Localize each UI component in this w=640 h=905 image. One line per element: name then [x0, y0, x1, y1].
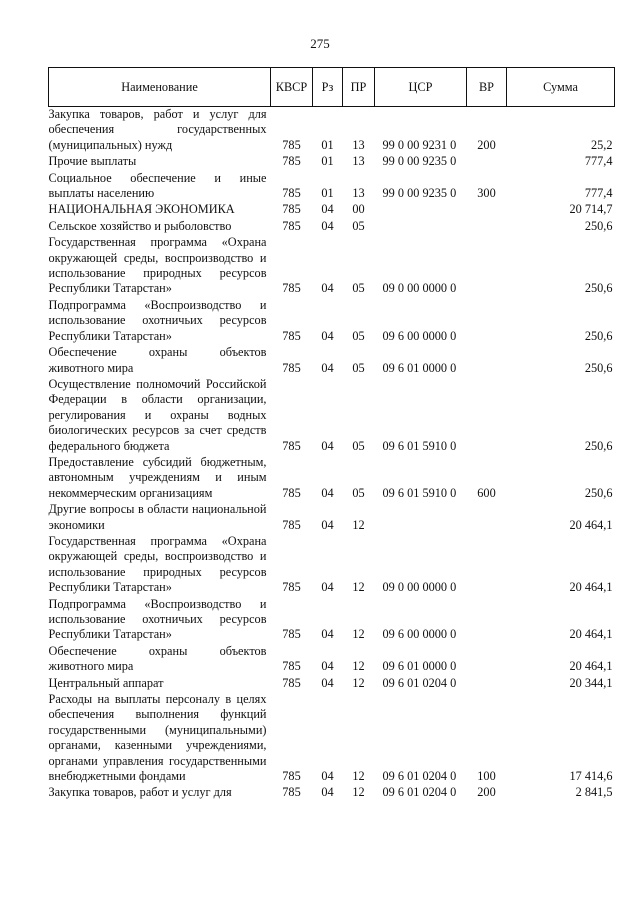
cell-sum: 250,6 — [584, 328, 613, 343]
cell-name: Другие вопросы в области национальной экономики — [48, 502, 267, 532]
cell-name: НАЦИОНАЛЬНАЯ ЭКОНОМИКА — [48, 202, 235, 217]
header-csr: ЦСР — [375, 68, 467, 107]
table-row — [49, 298, 615, 345]
cell-sum: 20 714,7 — [569, 202, 613, 217]
cell-csr — [375, 219, 467, 235]
cell-name: Предоставление субсидий бюджетным, автономным учреждениям и иным некоммерческим организациям — [48, 454, 267, 500]
cell-vr — [467, 502, 507, 534]
cell-rz: 04 — [321, 485, 334, 500]
cell-pr: 05 — [352, 328, 365, 343]
header-kvsr: КВСР — [271, 68, 313, 107]
cell-sum: 20 464,1 — [569, 517, 613, 532]
cell-rz: 04 — [321, 438, 334, 453]
cell-csr: 09 6 01 5910 0 — [382, 485, 457, 500]
cell-kvsr: 785 — [282, 360, 301, 375]
cell-sum: 20 344,1 — [569, 675, 613, 690]
cell-sum: 20 464,1 — [569, 580, 613, 595]
cell-sum: 250,6 — [584, 281, 613, 296]
cell-vr — [467, 644, 507, 676]
cell-kvsr: 785 — [282, 202, 301, 217]
cell-vr — [467, 534, 507, 597]
cell-sum: 250,6 — [584, 360, 613, 375]
cell-vr — [467, 597, 507, 644]
cell-pr: 12 — [352, 785, 365, 800]
cell-csr: 99 0 00 9235 0 — [382, 154, 457, 169]
cell-kvsr: 785 — [282, 485, 301, 500]
cell-rz: 01 — [321, 186, 334, 201]
cell-vr: 100 — [477, 769, 496, 784]
cell-vr — [467, 345, 507, 377]
cell-vr — [467, 219, 507, 235]
cell-name: Обеспечение охраны объектов животного мира — [48, 345, 267, 375]
cell-rz: 04 — [321, 580, 334, 595]
cell-name: Государственная программа «Охрана окружающей среды, воспроизводство и использование природных ресурсов Республики Татарстан» — [48, 533, 267, 595]
table-row — [49, 534, 615, 597]
cell-pr: 13 — [352, 154, 365, 169]
cell-csr: 09 6 01 0204 0 — [382, 675, 457, 690]
cell-kvsr: 785 — [282, 627, 301, 642]
cell-csr: 99 0 00 9235 0 — [382, 186, 457, 201]
table-row — [49, 377, 615, 455]
cell-rz: 01 — [321, 154, 334, 169]
cell-pr: 05 — [352, 485, 365, 500]
budget-table — [48, 67, 615, 802]
cell-csr: 09 6 00 0000 0 — [382, 627, 457, 642]
page-number: 275 — [310, 36, 330, 51]
table-row — [49, 676, 615, 692]
cell-name: Закупка товаров, работ и услуг для обеспечения государственных (муниципальных) нужд — [48, 107, 267, 152]
cell-pr: 12 — [352, 675, 365, 690]
cell-name: Социальное обеспечение и иные выплаты населению — [48, 170, 267, 201]
cell-sum: 250,6 — [584, 485, 613, 500]
cell-name: Расходы на выплаты персоналу в целях обеспечения выполнения функций государственными (муниципальными) органами, казенными учреждениями, органами управления государственными внебюджетными фондами — [48, 692, 267, 784]
table-row — [49, 154, 615, 170]
cell-sum: 20 464,1 — [569, 627, 613, 642]
cell-kvsr: 785 — [282, 659, 301, 674]
table-row — [49, 171, 615, 203]
table-row — [49, 785, 615, 801]
cell-pr: 05 — [352, 360, 365, 375]
cell-csr: 09 0 00 0000 0 — [382, 580, 457, 595]
cell-kvsr: 785 — [282, 137, 301, 152]
cell-sum: 2 841,5 — [575, 785, 613, 800]
cell-rz: 04 — [321, 328, 334, 343]
cell-kvsr: 785 — [282, 281, 301, 296]
cell-csr — [375, 502, 467, 534]
cell-csr: 09 6 01 0000 0 — [382, 360, 457, 375]
cell-name: Подпрограмма «Воспроизводство и использование охотничьих ресурсов Республики Татарстан» — [48, 596, 267, 642]
header-pr: ПР — [343, 68, 375, 107]
cell-kvsr: 785 — [282, 154, 301, 169]
cell-pr: 13 — [352, 186, 365, 201]
cell-pr: 12 — [352, 659, 365, 674]
table-row — [49, 692, 615, 785]
cell-vr — [467, 377, 507, 455]
cell-vr — [467, 298, 507, 345]
cell-rz: 04 — [321, 517, 334, 532]
cell-rz: 04 — [321, 202, 334, 217]
cell-csr: 09 0 00 0000 0 — [382, 281, 457, 296]
table-row — [49, 345, 615, 377]
cell-name: Обеспечение охраны объектов животного мира — [48, 643, 267, 674]
cell-rz: 04 — [321, 785, 334, 800]
table-row — [49, 644, 615, 676]
cell-rz: 04 — [321, 769, 334, 784]
header-rz: Рз — [313, 68, 343, 107]
cell-sum: 777,4 — [584, 154, 613, 169]
cell-vr: 300 — [477, 186, 496, 201]
table-row — [49, 502, 615, 534]
cell-name: Осуществление полномочий Российской Федерации в области организации, регулирования и охраны водных биологических ресурсов за счет средств федерального бюджета — [48, 376, 267, 453]
table-row — [49, 202, 615, 218]
cell-rz: 04 — [321, 659, 334, 674]
cell-vr: 200 — [477, 137, 496, 152]
cell-sum: 250,6 — [584, 438, 613, 453]
cell-csr: 09 6 01 5910 0 — [382, 438, 457, 453]
cell-sum: 17 414,6 — [569, 769, 613, 784]
cell-rz: 04 — [321, 281, 334, 296]
cell-pr: 12 — [352, 769, 365, 784]
cell-name: Центральный аппарат — [48, 675, 164, 690]
cell-rz: 01 — [321, 137, 334, 152]
cell-name: Сельское хозяйство и рыболовство — [48, 218, 232, 233]
cell-name: Прочие выплаты — [48, 154, 137, 169]
cell-kvsr: 785 — [282, 580, 301, 595]
cell-kvsr: 785 — [282, 218, 301, 233]
cell-rz: 04 — [321, 218, 334, 233]
cell-pr: 13 — [352, 137, 365, 152]
cell-kvsr: 785 — [282, 785, 301, 800]
table-row — [49, 219, 615, 235]
cell-pr: 12 — [352, 517, 365, 532]
cell-rz: 04 — [321, 675, 334, 690]
cell-rz: 04 — [321, 627, 334, 642]
cell-csr: 09 6 00 0000 0 — [382, 328, 457, 343]
cell-name: Подпрограмма «Воспроизводство и использование охотничьих ресурсов Республики Татарстан» — [48, 297, 267, 343]
cell-pr: 05 — [352, 438, 365, 453]
cell-vr — [467, 235, 507, 298]
cell-kvsr: 785 — [282, 186, 301, 201]
cell-vr: 600 — [477, 485, 496, 500]
cell-vr — [467, 676, 507, 692]
cell-csr: 09 6 01 0204 0 — [382, 785, 457, 800]
header-sum: Сумма — [507, 68, 615, 107]
table-header-row — [49, 68, 615, 107]
cell-csr: 09 6 01 0204 0 — [382, 769, 457, 784]
cell-vr — [467, 154, 507, 170]
cell-pr: 05 — [352, 218, 365, 233]
cell-kvsr: 785 — [282, 438, 301, 453]
cell-vr: 200 — [477, 785, 496, 800]
header-vr: ВР — [467, 68, 507, 107]
cell-kvsr: 785 — [282, 328, 301, 343]
cell-pr: 12 — [352, 580, 365, 595]
cell-pr: 00 — [352, 202, 365, 217]
cell-sum: 777,4 — [584, 186, 613, 201]
cell-kvsr: 785 — [282, 517, 301, 532]
cell-csr: 99 0 00 9231 0 — [382, 137, 457, 152]
cell-sum: 20 464,1 — [569, 659, 613, 674]
cell-kvsr: 785 — [282, 769, 301, 784]
cell-name: Закупка товаров, работ и услуг для — [48, 785, 232, 800]
cell-pr: 12 — [352, 627, 365, 642]
cell-sum: 250,6 — [584, 218, 613, 233]
cell-name: Государственная программа «Охрана окружающей среды, воспроизводство и использование природных ресурсов Республики Татарстан» — [48, 235, 267, 296]
cell-rz: 04 — [321, 360, 334, 375]
cell-kvsr: 785 — [282, 675, 301, 690]
table-row — [49, 235, 615, 298]
table-row — [49, 455, 615, 502]
table-row — [49, 107, 615, 155]
cell-csr — [375, 202, 467, 218]
cell-vr — [467, 202, 507, 218]
cell-csr: 09 6 01 0000 0 — [382, 659, 457, 674]
table-row — [49, 597, 615, 644]
header-name: Наименование — [49, 68, 271, 107]
cell-pr: 05 — [352, 281, 365, 296]
cell-sum: 25,2 — [590, 137, 613, 152]
